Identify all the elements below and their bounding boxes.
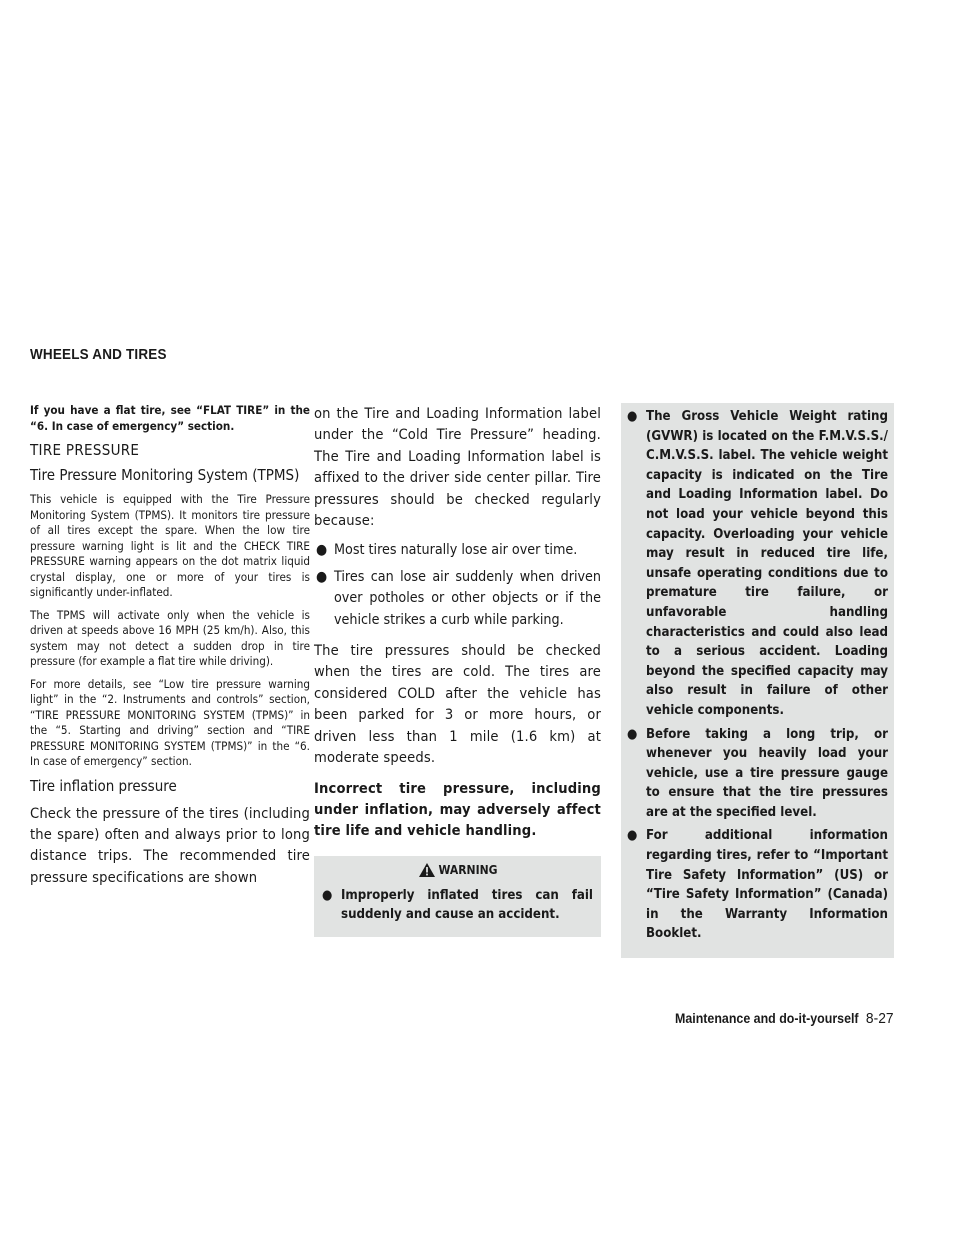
tpms-paragraph-3: For more details, see “Low tire pressure warning light” in the “2. Instruments and controls” section, “TIRE PRESSURE MONITORING SYSTEM (TPMS)” in the “5. Starting and driving” section and “TIRE PRESSURE MONITORING SYSTEM (TPMS)” in the “6. In case of emergency” section. <box>30 676 310 768</box>
list-item: ● Before taking a long trip, or whenever you heavily load your vehicle, use a tire pressure gauge to ensure that the tire pressures are at the specified level. <box>627 726 888 820</box>
bullet-icon: ● <box>322 887 333 903</box>
chapter-title: Maintenance and do-it-yourself <box>675 1011 860 1026</box>
list-item: ● Most tires naturally lose air over time. <box>314 540 601 561</box>
inflation-paragraph: Check the pressure of the tires (including the spare) often and always prior to long distance trips. The recommended tire pressure specifications are shown <box>30 804 310 886</box>
subheading-tpms: Tire Pressure Monitoring System (TPMS) <box>30 466 300 484</box>
bullet-icon: ● <box>627 828 638 844</box>
flat-tire-note: If you have a flat tire, see “FLAT TIRE” in the “6. In case of emergency” section. <box>30 403 310 433</box>
column-1 <box>30 403 310 897</box>
bullet-icon: ● <box>316 542 328 559</box>
column-2 <box>314 403 601 937</box>
warning-title: WARNING <box>438 862 498 877</box>
section-title: WHEELS AND TIRES <box>30 346 167 363</box>
column-3 <box>621 403 894 958</box>
page-number: 8-27 <box>866 1010 894 1027</box>
warning-box <box>314 856 601 937</box>
page-footer <box>675 1010 894 1027</box>
list-item: ● Tires can lose air suddenly when driven over potholes or other objects or if the vehicle strikes a curb while parking. <box>316 568 601 628</box>
heading-tire-pressure: TIRE PRESSURE <box>30 441 140 459</box>
warning-list <box>322 886 593 925</box>
subheading-inflation: Tire inflation pressure <box>30 776 177 795</box>
tpms-paragraph-2: The TPMS will activate only when the vehicle is driven at speeds above 16 MPH (25 km/h). Also, this system may not detect a sudden drop in tire pressure (for example a flat tire while driving). <box>30 607 310 668</box>
bullet-icon: ● <box>627 726 638 742</box>
warning-list-continued <box>627 407 888 944</box>
warning-triangle-icon <box>418 862 436 878</box>
cold-tires-paragraph: The tire pressures should be checked when the tires are cold. The tires are considered COLD after the vehicle has been parked for 3 or more hours, or driven less than 1 mile (1.6 km) at moderate speeds. <box>314 642 601 767</box>
tpms-paragraph-1: This vehicle is equipped with the Tire Pressure Monitoring System (TPMS). It monitors tire pressure of all tires except the spare. When the low tire pressure warning light is lit and the CHECK TIRE PRESSURE warning appears on the dot matrix liquid crystal display, one or more of your tires is significantly under-inflated. <box>30 492 310 599</box>
warning-header <box>322 862 593 878</box>
label-paragraph: on the Tire and Loading Information label under the “Cold Tire Pressure” heading. The Tire and Loading Information label is affixed to the driver side center pillar. Tire pressures should be checked regularly because: <box>314 405 601 530</box>
list-item: ● Improperly inflated tires can fail suddenly and cause an accident. <box>322 887 593 923</box>
reasons-list <box>314 540 601 631</box>
bullet-icon: ● <box>627 409 638 424</box>
warning-continued-box <box>621 403 894 958</box>
incorrect-pressure-paragraph: Incorrect tire pressure, including under inflation, may adversely affect tire life and vehicle handling. <box>314 779 601 840</box>
list-item: ● For additional information regarding tires, refer to “Important Tire Safety Information” (US) or “Tire Safety Information” (Canada) in the Warranty Information Booklet. <box>627 828 888 942</box>
bullet-icon: ● <box>316 568 328 585</box>
list-item: ● The Gross Vehicle Weight rating (GVWR) is located on the F.M.V.S.S./ C.M.V.S.S. label. The vehicle weight capacity is indicated on the Tire and Loading Information label. Do not load your vehicle beyond this capacity. Overloading your vehicle may result in reduced tire life, unsafe operating conditions due to premature tire failure, or unfavorable handling characteristics and could also lead to a serious accident. Loading beyond the specified capacity may also result in failure of other vehicle components. <box>627 409 888 718</box>
